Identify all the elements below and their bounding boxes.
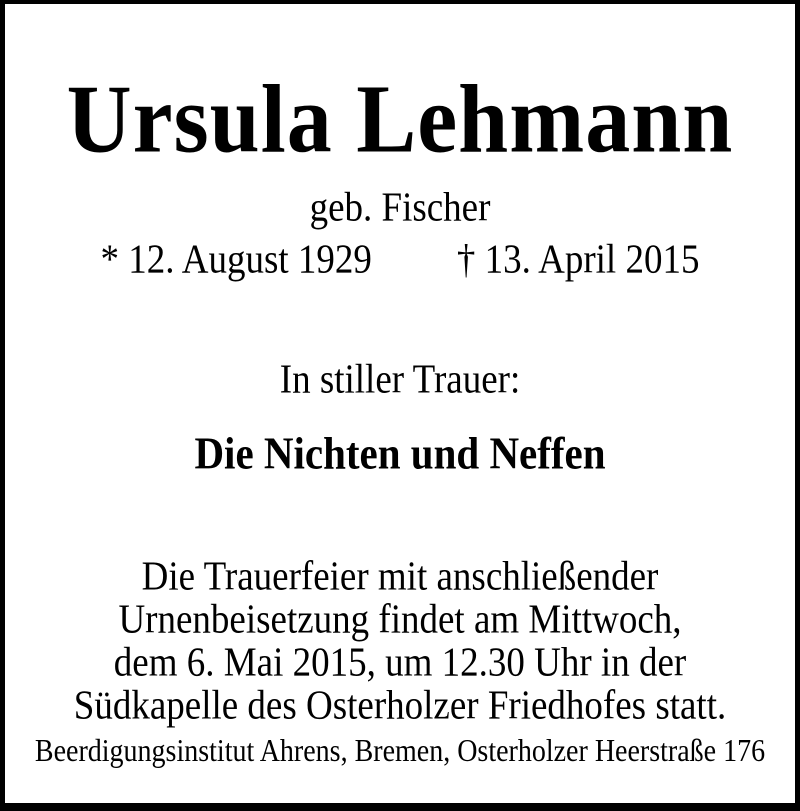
maiden-name: geb. Fischer <box>309 184 491 231</box>
funeral-info <box>5 555 795 727</box>
deceased-name-title: Ursula Lehmann <box>66 65 734 173</box>
funeral-info-line: Urnenbeisetzung findet am Mittwoch, <box>118 596 682 643</box>
mourning-intro: In stiller Trauer: <box>279 356 521 403</box>
birth-date: * 12. August 1929 <box>100 236 372 283</box>
funeral-home-credit: Beerdigungsinstitut Ahrens, Bremen, Osterholzer Heerstraße 176 <box>34 734 766 769</box>
death-date: † 13. April 2015 <box>456 236 700 283</box>
funeral-info-line: dem 6. Mai 2015, um 12.30 Uhr in der <box>113 639 687 686</box>
funeral-info-line: Südkapelle des Osterholzer Friedhofes statt. <box>73 682 727 729</box>
dates-row <box>5 236 795 283</box>
mourners-names: Die Nichten und Neffen <box>194 427 606 479</box>
funeral-info-line: Die Trauerfeier mit anschließender <box>141 553 659 600</box>
